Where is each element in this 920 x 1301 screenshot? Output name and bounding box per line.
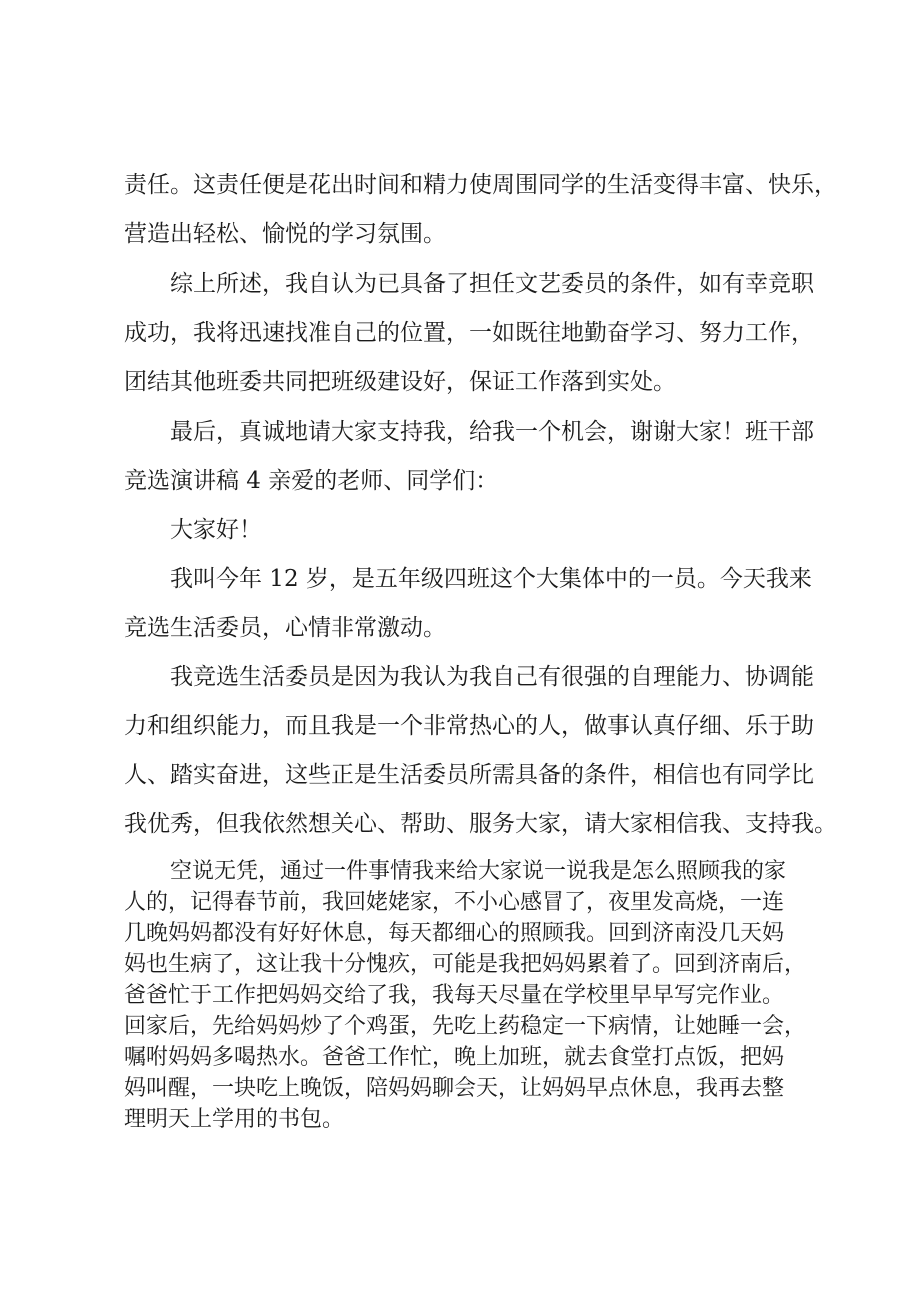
paragraph-line: 竞选演讲稿 4 亲爱的老师、同学们：: [124, 468, 499, 494]
paragraph-line: 几晚妈妈都没有好好休息，每天都细心的照顾我。回到济南没几天妈: [124, 921, 785, 946]
paragraph-line: 营造出轻松、愉悦的学习氛围。: [124, 221, 446, 247]
paragraph-line: 人、踏实奋进，这些正是生活委员所需具备的条件，相信也有同学比: [124, 762, 814, 788]
paragraph-line: 理明天上学用的书包。: [124, 1107, 345, 1132]
paragraph-line: 爸爸忙于工作把妈妈交给了我，我每天尽量在学校里早早写完作业。: [124, 983, 785, 1008]
paragraph-line: 我优秀，但我依然想关心、帮助、服务大家，请大家相信我、支持我。: [124, 811, 837, 837]
paragraph-line: 责任。这责任便是花出时间和精力使周围同学的生活变得丰富、快乐，: [124, 172, 837, 198]
paragraph-line: 嘱咐妈妈多喝热水。爸爸工作忙，晚上加班，就去食堂打点饭，把妈: [124, 1045, 785, 1070]
paragraph-line: 成功，我将迅速找准自己的位置，一如既往地勤奋学习、努力工作，: [124, 320, 814, 346]
paragraph-line: 人的，记得春节前，我回姥姥家，不小心感冒了，夜里发高烧，一连: [124, 890, 785, 915]
paragraph-line: 妈也生病了，这让我十分愧疚，可能是我把妈妈累着了。回到济南后，: [124, 952, 807, 977]
paragraph-line: 力和组织能力，而且我是一个非常热心的人，做事认真仔细、乐于助: [124, 713, 814, 739]
paragraph-line: 团结其他班委共同把班级建设好，保证工作落到实处。: [124, 369, 676, 395]
paragraph-line: 竞选生活委员，心情非常激动。: [124, 615, 446, 641]
paragraph-line: 综上所述，我自认为已具备了担任文艺委员的条件，如有幸竞职: [170, 271, 814, 297]
paragraph-line: 最后，真诚地请大家支持我，给我一个机会，谢谢大家！班干部: [170, 419, 814, 445]
paragraph-line: 空说无凭，通过一件事情我来给大家说一说我是怎么照顾我的家: [170, 859, 787, 884]
paragraph-line: 回家后，先给妈妈炒了个鸡蛋，先吃上药稳定一下病情，让她睡一会，: [124, 1014, 807, 1039]
paragraph-line: 妈叫醒，一块吃上晚饭，陪妈妈聊会天，让妈妈早点休息，我再去整: [124, 1076, 785, 1101]
paragraph-line: 我叫今年 12 岁，是五年级四班这个大集体中的一员。今天我来: [170, 566, 812, 592]
greeting-line: 大家好！: [170, 517, 262, 543]
paragraph-line: 我竞选生活委员是因为我认为我自己有很强的自理能力、协调能: [170, 664, 814, 690]
